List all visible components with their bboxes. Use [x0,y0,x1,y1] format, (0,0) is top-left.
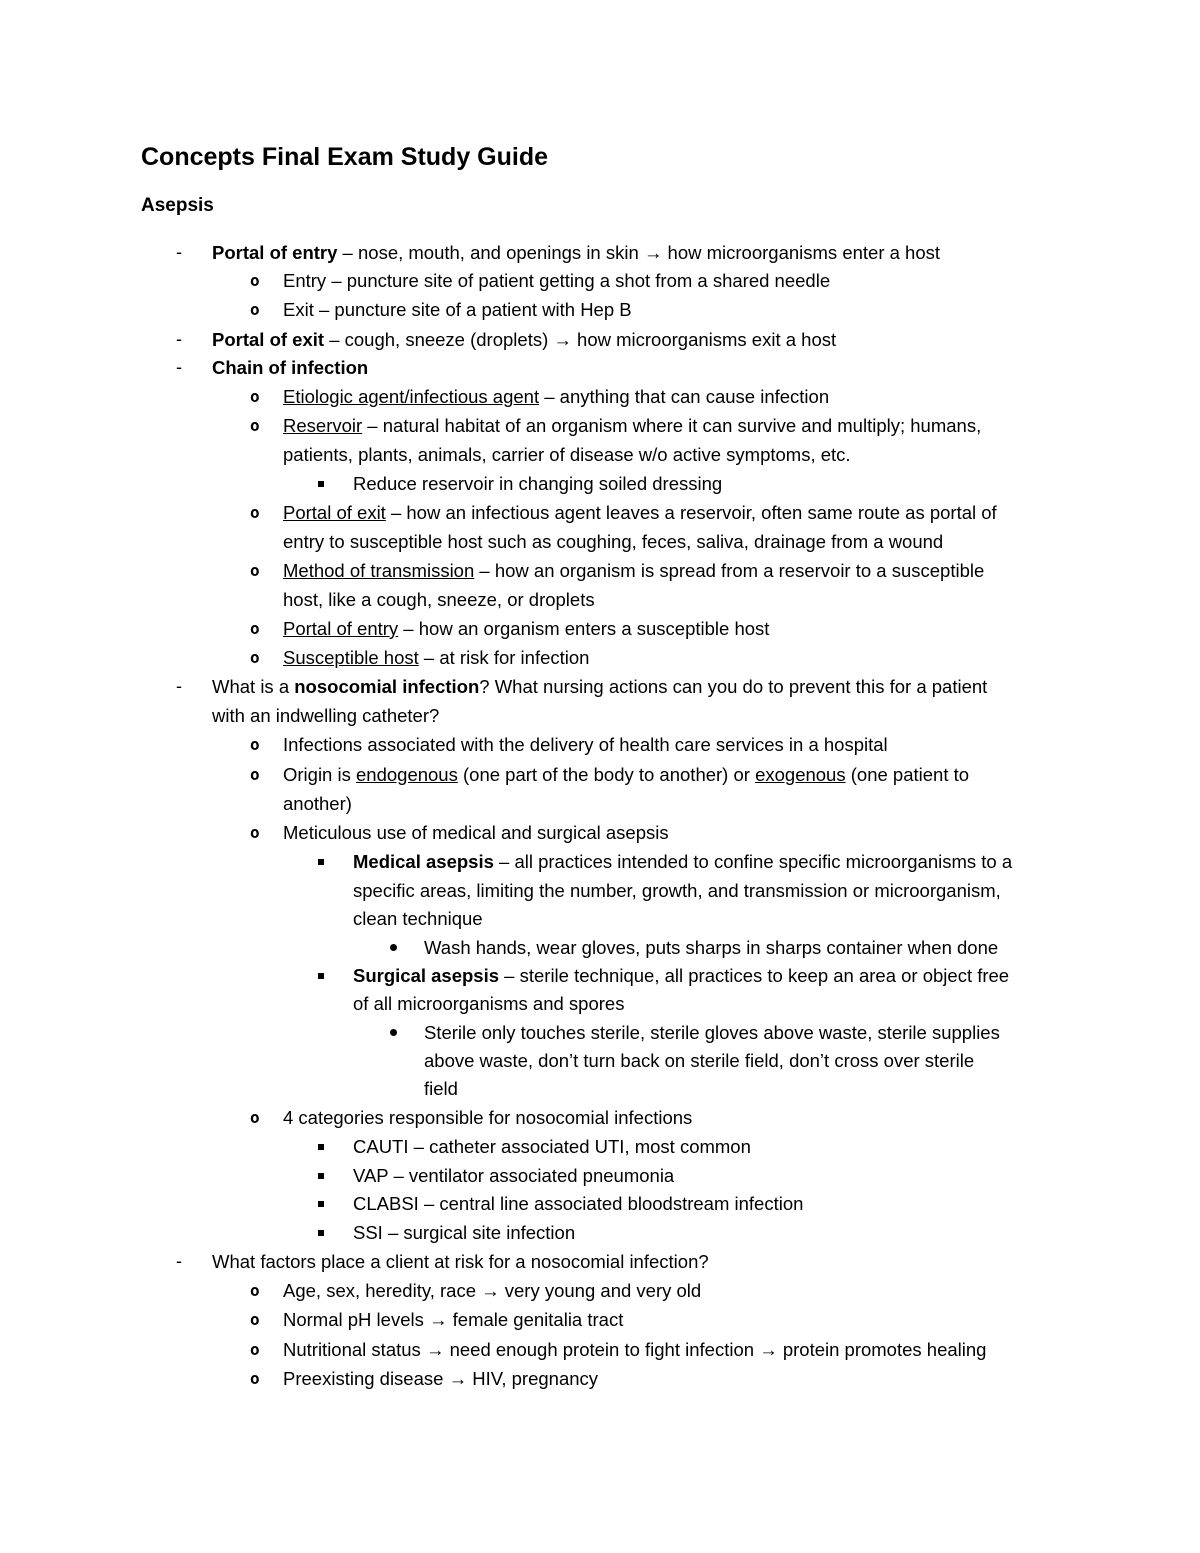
list-item: Medical asepsis – all practices intended to confine specific microorganisms to a [353,851,1013,872]
list-item: Portal of entry – nose, mouth, and openings in skin → how microorganisms enter a host [212,242,941,263]
square-bullet-icon [318,1144,324,1150]
circle-bullet: o [250,1369,260,1388]
arrow-icon: → [759,1339,778,1360]
round-bullet-icon [390,944,397,951]
square-bullet-icon [318,481,324,487]
list-item: Entry – puncture site of patient getting a shot from a shared needle [283,270,831,291]
circle-bullet: o [250,387,260,406]
list-item: Meticulous use of medical and surgical asepsis [283,822,669,843]
list-item: CAUTI – catheter associated UTI, most common [353,1136,751,1157]
list-item: Wash hands, wear gloves, puts sharps in sharps container when done [424,937,999,958]
list-item: VAP – ventilator associated pneumonia [353,1165,675,1186]
section-heading-asepsis: Asepsis [141,195,214,216]
list-item: Exit – puncture site of a patient with Hep B [283,299,632,320]
circle-bullet: o [250,561,260,580]
list-item: Susceptible host – at risk for infection [283,647,590,668]
circle-bullet: o [250,300,260,319]
circle-bullet: o [250,619,260,638]
list-item-continued: with an indwelling catheter? [212,705,440,726]
list-item: SSI – surgical site infection [353,1222,576,1243]
arrow-icon: → [481,1280,500,1301]
list-item-continued: host, like a cough, sneeze, or droplets [283,589,595,610]
circle-bullet: o [250,735,260,754]
circle-bullet: o [250,1340,260,1359]
dash-bullet: - [176,329,182,349]
circle-bullet: o [250,1281,260,1300]
arrow-icon: → [425,1339,445,1360]
square-bullet-icon [318,973,324,979]
list-item-continued: another) [283,793,352,814]
list-item: Age, sex, heredity, race → very young and very old [283,1280,702,1301]
circle-bullet: o [250,823,260,842]
list-item: Surgical asepsis – sterile technique, all practices to keep an area or object free [353,965,1010,986]
list-item-continued: above waste, don’t turn back on sterile field, don’t cross over sterile [424,1050,975,1071]
list-item: Preexisting disease → HIV, pregnancy [283,1368,599,1389]
list-item: Reservoir – natural habitat of an organism where it can survive and multiply; humans, [283,415,982,436]
list-item: CLABSI – central line associated bloodstream infection [353,1193,804,1214]
arrow-icon: → [429,1309,448,1330]
dash-bullet: - [176,1251,182,1271]
list-item: 4 categories responsible for nosocomial infections [283,1107,693,1128]
list-item-continued: of all microorganisms and spores [353,993,625,1014]
circle-bullet: o [250,416,260,435]
square-bullet-icon [318,1173,324,1179]
list-item: Infections associated with the delivery of health care services in a hospital [283,734,888,755]
circle-bullet: o [250,1108,260,1127]
arrow-icon: → [553,329,572,350]
list-item: Sterile only touches sterile, sterile gloves above waste, sterile supplies [424,1022,1000,1043]
list-item-continued: entry to susceptible host such as coughing, feces, saliva, drainage from a wound [283,531,944,552]
list-item: Etiologic agent/infectious agent – anything that can cause infection [283,386,830,407]
list-item: Method of transmission – how an organism is spread from a reservoir to a susceptible [283,560,985,581]
square-bullet-icon [318,1201,324,1207]
list-item: Portal of exit – how an infectious agent leaves a reservoir, often same route as portal of [283,502,997,523]
list-item: Origin is endogenous (one part of the body to another) or exogenous (one patient to [283,764,970,785]
circle-bullet: o [250,1310,260,1329]
circle-bullet: o [250,648,260,667]
arrow-icon: → [643,242,663,263]
circle-bullet: o [250,271,260,290]
round-bullet-icon [390,1029,397,1036]
list-item-continued: specific areas, limiting the number, growth, and transmission or microorganism, [353,880,1001,901]
square-bullet-icon [318,1230,324,1236]
list-item: Chain of infection [212,357,369,378]
dash-bullet: - [176,357,182,377]
list-item: Reduce reservoir in changing soiled dressing [353,473,723,494]
list-item-continued: field [424,1078,458,1099]
square-bullet-icon [318,859,324,865]
dash-bullet: - [176,242,182,262]
list-item: Portal of exit – cough, sneeze (droplets) → how microorganisms exit a host [212,329,837,350]
list-item-continued: clean technique [353,908,483,929]
list-item: What is a nosocomial infection? What nursing actions can you do to prevent this for a patient [212,676,988,697]
list-item: What factors place a client at risk for a nosocomial infection? [212,1251,709,1272]
document-title: Concepts Final Exam Study Guide [141,143,549,171]
dash-bullet: - [176,676,182,696]
list-item: Nutritional status → need enough protein to fight infection → protein promotes healing [283,1339,987,1360]
list-item: Portal of entry – how an organism enters a susceptible host [283,618,770,639]
list-item: Normal pH levels → female genitalia tract [283,1309,624,1330]
list-item-continued: patients, plants, animals, carrier of disease w/o active symptoms, etc. [283,444,851,465]
circle-bullet: o [250,503,260,522]
circle-bullet: o [250,765,260,784]
arrow-icon: → [448,1368,468,1389]
